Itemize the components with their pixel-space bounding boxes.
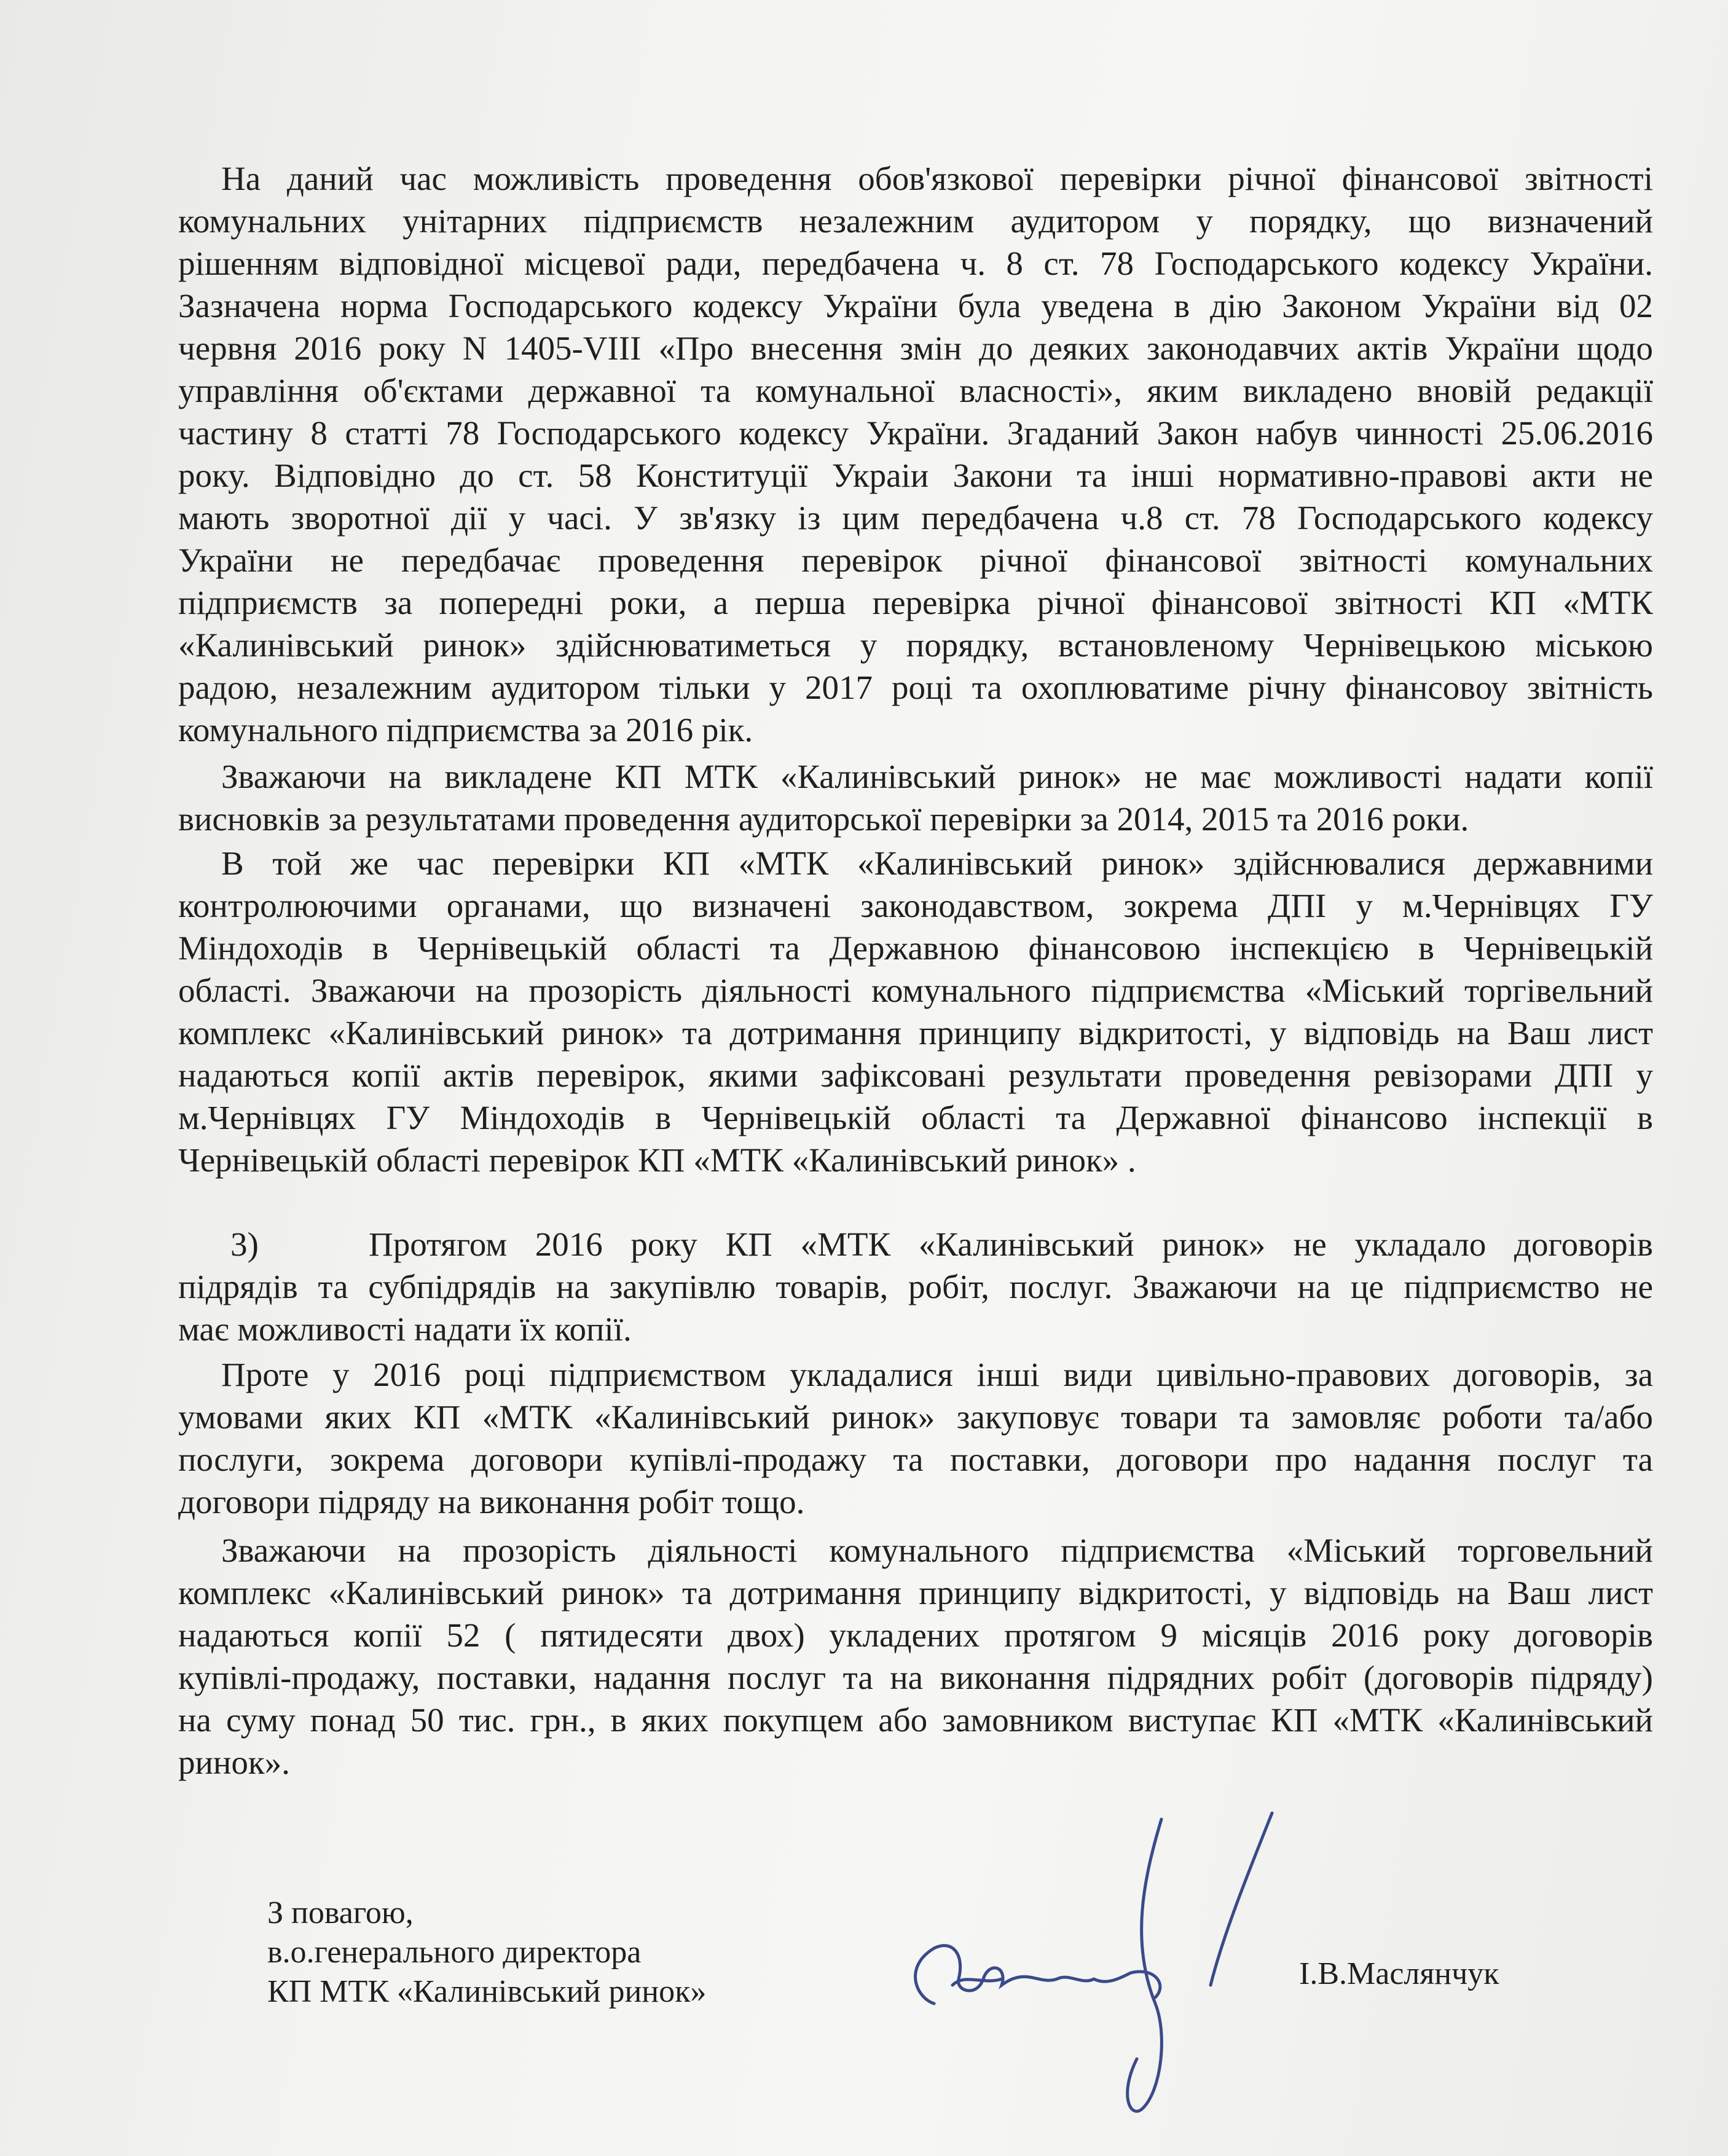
text-line: комплекс «Калинівський ринок» та дотримання принципу відкритості, у відповідь на Ваш лист	[178, 1574, 1653, 1611]
paragraph	[178, 755, 1653, 840]
line-text: Протягом 2016 року КП «МТК «Калинівський ринок» не укладало договорів	[369, 1226, 1653, 1263]
signatory-organization: КП МТК «Калинівський ринок»	[267, 1974, 707, 2009]
text-line: м.Чернівцях ГУ Міндоходів в Чернівецькій області та Державної фінансово інспекції в	[178, 1099, 1653, 1136]
text-line: Зазначена норма Господарського кодексу України була уведена в дію Законом України від 02	[178, 287, 1653, 325]
text-line: частину 8 статті 78 Господарського кодексу України. Згаданий Закон набув чинності 25.06.2016	[178, 414, 1653, 452]
paragraph	[178, 1529, 1653, 1784]
text-line: надаються копії актів перевірок, якими зафіксовані результати проведення ревізорами ДПІ у	[178, 1056, 1653, 1094]
text-line: Чернівецькій області перевірок КП «МТК «Калинівський ринок» .	[178, 1141, 1136, 1179]
text-line: радою, незалежним аудитором тільки у 2017 році та охоплюватиме річну фінансовоу звітність	[178, 669, 1653, 706]
text-line: комунального підприємства за 2016 рік.	[178, 711, 753, 749]
text-line	[178, 1223, 1653, 1265]
text-line: має можливості надати їх копії.	[178, 1310, 632, 1348]
text-line: року. Відповідно до ст. 58 Конституції Украіи Закони та інші нормативно-правові акти не	[178, 457, 1653, 494]
text-line: мають зворотної дії у часі. У зв'язку із цим передбачена ч.8 ст. 78 Господарського кодексу	[178, 499, 1653, 537]
text-line: В той же час перевірки КП «МТК «Калинівський ринок» здійснювалися державними	[221, 844, 1653, 882]
text-line: контролюючими органами, що визначені законодавством, зокрема ДПІ у м.Чернівцях ГУ	[178, 887, 1653, 924]
text-line: купівлі-продажу, поставки, надання послуг та на виконання підрядних робіт (договорів підряду)	[178, 1659, 1653, 1696]
text-line: комунальних унітарних підприємств незалежним аудитором у порядку, що визначений	[178, 202, 1653, 240]
text-line: надаються копії 52 ( пятидесяти двох) укладених протягом 9 місяців 2016 року договорів	[178, 1616, 1653, 1654]
text-line: управління об'єктами державної та комунальної власності», яким викладено вновій редакції	[178, 372, 1653, 409]
text-line: ринок».	[178, 1744, 290, 1781]
text-line: червня 2016 року N 1405-VIII «Про внесення змін до деяких законодавчих актів України щодо	[178, 329, 1653, 367]
text-line: підрядів та субпідрядів на закупівлю товарів, робіт, послуг. Зважаючи на це підприємство не	[178, 1268, 1653, 1305]
text-line: умовами яких КП «МТК «Калинівський ринок» закуповує товари та замовляє роботи та/або	[178, 1398, 1653, 1436]
text-line: послуги, зокрема договори купівлі-продажу та поставки, договори про надання послуг та	[178, 1441, 1653, 1478]
signatory-position: в.о.генерального директора	[267, 1935, 642, 1970]
closing-greeting: З повагою,	[267, 1895, 414, 1930]
text-line: області. Зважаючи на прозорість діяльності комунального підприємства «Міський торгівельний	[178, 972, 1653, 1009]
text-line: рішенням відповідної місцевої ради, передбачена ч. 8 ст. 78 Господарського кодексу України.	[178, 245, 1653, 282]
text-line: підприємств за попередні роки, а перша перевірка річної фінансової звітності КП «МТК	[178, 584, 1653, 621]
text-line: України не передбачає проведення перевірок річної фінансової звітності комунальних	[178, 541, 1653, 579]
text-line: Зважаючи на викладене КП МТК «Калинівський ринок» не має можливості надати копії	[221, 758, 1653, 795]
text-line: договори підряду на виконання робіт тощо.	[178, 1483, 805, 1521]
handwritten-signature	[897, 1801, 1327, 2120]
item-number: 3)	[230, 1226, 259, 1263]
signatory-name: І.В.Маслянчук	[1299, 1956, 1499, 1991]
text-line: Міндоходів в Чернівецькій області та Державною фінансовою інспекцією в Чернівецькій	[178, 929, 1653, 967]
text-line: Зважаючи на прозорість діяльності комунального підприємства «Міський торговельний	[221, 1532, 1653, 1569]
text-line: «Калинівський ринок» здійснюватиметься у порядку, встановленому Чернівецькою міською	[178, 626, 1653, 664]
paragraph	[178, 1223, 1653, 1350]
paragraph	[178, 157, 1653, 751]
text-line: Проте у 2016 році підприємством укладалися інші види цивільно-правових договорів, за	[221, 1356, 1653, 1393]
text-line: На даний час можливість проведення обов'язкової перевірки річної фінансової звітності	[221, 160, 1653, 197]
paragraph	[178, 1353, 1653, 1523]
text-line: комплекс «Калинівський ринок» та дотримання принципу відкритості, у відповідь на Ваш лист	[178, 1014, 1653, 1052]
paragraph	[178, 842, 1653, 1181]
text-line: висновків за результатами проведення аудиторської перевірки за 2014, 2015 та 2016 роки.	[178, 800, 1469, 838]
closing-block	[267, 1894, 706, 2012]
text-line: на суму понад 50 тис. грн., в яких покупцем або замовником виступає КП «МТК «Калинівський	[178, 1701, 1653, 1739]
